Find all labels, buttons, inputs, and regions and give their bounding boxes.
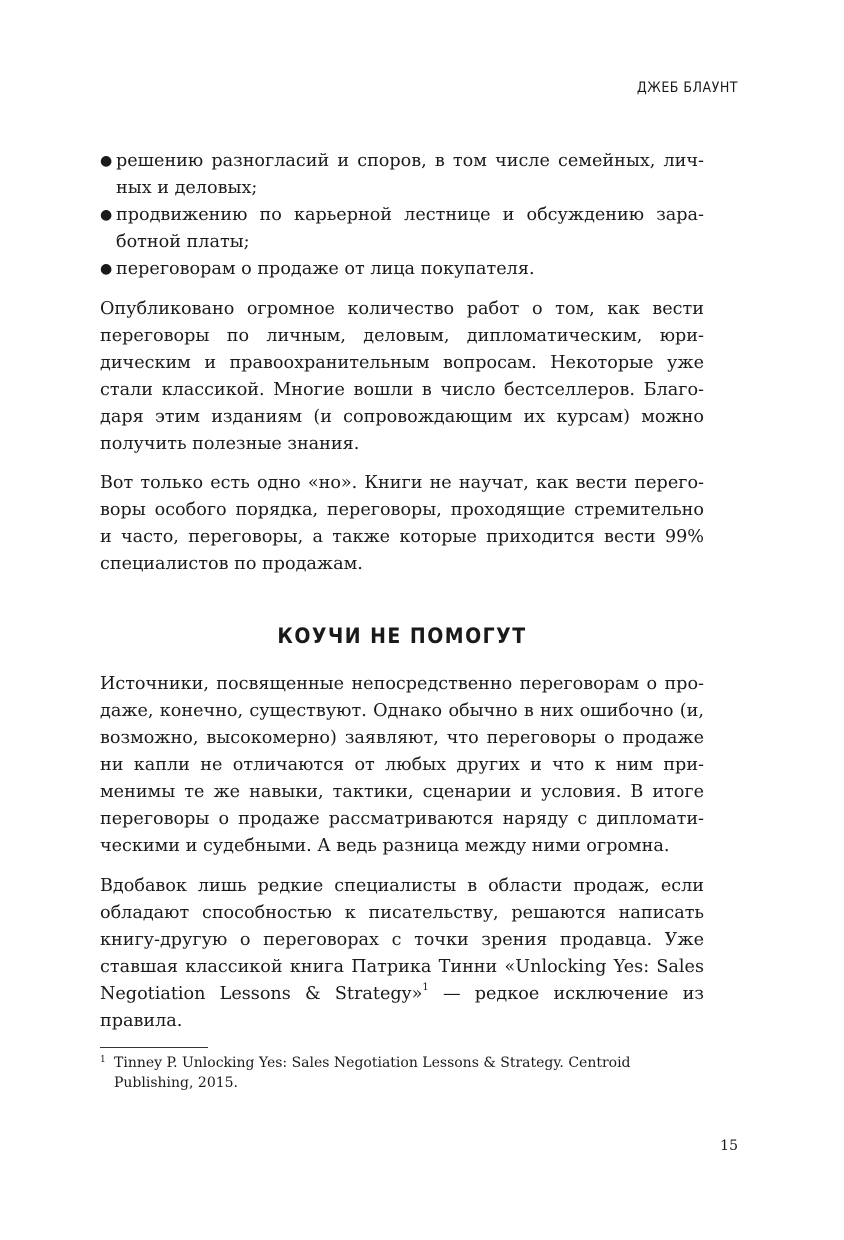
bullet-list [100, 148, 704, 283]
list-item-text: продвижению по карьерной лестнице и обсуждению заработной платы; [116, 205, 704, 252]
list-item [100, 148, 704, 202]
paragraph-text-start: Вдобавок лишь редкие специалисты в области продаж, если обладают способностью к писательству, решаются написать книгу-другую о переговорах с точки зрения продавца. Уже ставшая классикой книга Патрика Тинни «Unlocking Yes: Sales Negotiation Lessons & Strategy» [100, 876, 704, 1004]
footnote-divider [100, 1047, 208, 1048]
bullet-icon: ● [100, 207, 113, 223]
running-head-author: ДЖЕБ БЛАУНТ [636, 80, 738, 96]
paragraph-text-end: — редкое исключение из правила. [100, 984, 704, 1031]
footnote-reference[interactable]: 1 [422, 982, 429, 994]
list-item [100, 256, 704, 283]
list-item-text: решению разногласий и споров, в том числе семейных, личных и деловых; [116, 151, 704, 198]
footnote-text: Tinney P. Unlocking Yes: Sales Negotiation Lessons & Strategy. Centroid Publishing, 2015. [114, 1055, 631, 1091]
list-item-text: переговорам о продаже от лица покупателя. [116, 259, 535, 279]
bullet-icon: ● [100, 261, 113, 277]
paragraph-text: Источники, посвященные непосредственно переговорам о продаже, конечно, существуют. Однако обычно в них ошибочно (и, возможно, высокомерно) заявляют, что переговоры о продаже ни капли не отличаются от любых других и что к ним применимы те же навыки, тактики, сценарии и условия. В итоге переговоры о продаже рассматриваются наряду с дипломатическими и судебными. А ведь разница между ними огромна. [100, 674, 704, 856]
paragraph-text: Вот только есть одно «но». Книги не научат, как вести переговоры особого порядка, переговоры, проходящие стремительно и часто, переговоры, а также которые приходится вести 99% специалистов по продажам. [100, 473, 704, 574]
paragraph-published-works [100, 296, 704, 458]
paragraph-but [100, 470, 704, 578]
list-item [100, 202, 704, 256]
page-number: 15 [720, 1138, 738, 1154]
paragraph-text [100, 873, 704, 1035]
footnote [100, 1053, 704, 1093]
paragraph-rare-specialists [100, 873, 704, 1035]
footnote-number: 1 [100, 1055, 106, 1065]
section-heading: КОУЧИ НЕ ПОМОГУТ [277, 624, 527, 648]
bullet-icon: ● [100, 153, 113, 169]
paragraph-sources [100, 671, 704, 860]
paragraph-text: Опубликовано огромное количество работ о том, как вести переговоры по личным, деловым, дипломатическим, юридическим и правоохранительным вопросам. Некоторые уже стали классикой. Многие вошли в число бестселлеров. Благодаря этим изданиям (и сопровождающим их курсам) можно получить полезные знания. [100, 299, 704, 454]
